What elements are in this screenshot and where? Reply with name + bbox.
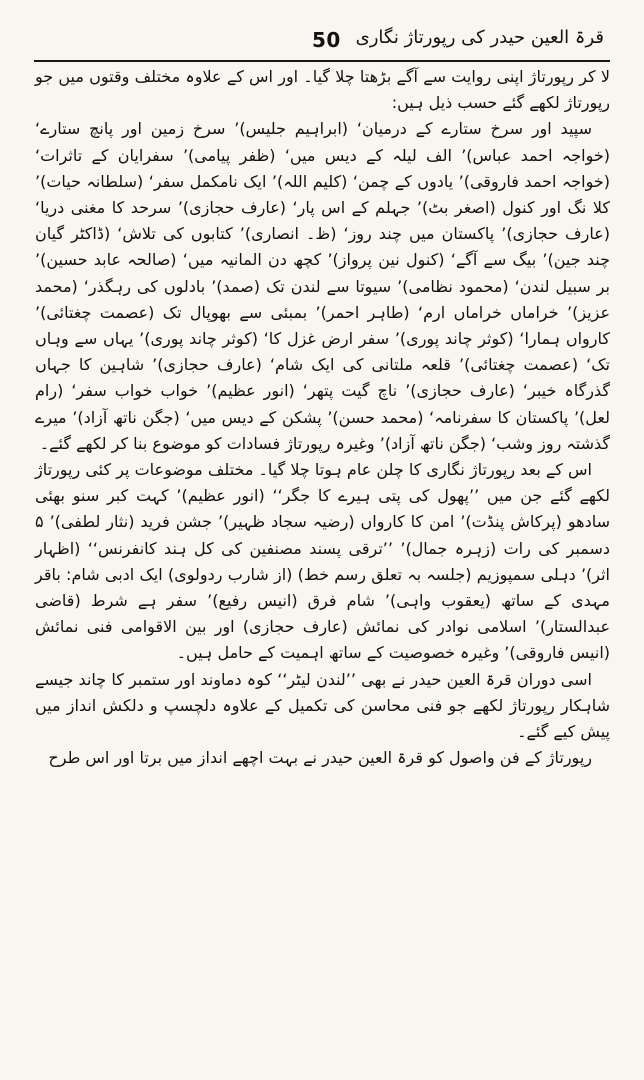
paragraph-reportage-list: سپید اور سرخ ستارے کے درمیان‘ (ابراہیم جلیس)’ سرخ زمین اور پانچ ستارے‘ (خواجہ احمد عباس)’ الف لیلہ کے دیس میں‘ (ظفر پیامی)’ سفرایان کے تاثرات‘ (خواجہ احمد فاروقی)’ یادوں کے چمن‘ (کلیم اللہ)’ ایک نامکمل سفر‘ (سلطانہ حیات)’ کلا نگ اور کنول (اصغر بٹ)’ جہلم کے اس پار‘ (عارف حجازی)’ سرحد کا مغنی دریا‘ (عارف حجازی)’ پاکستان میں چند روز‘ (ظ۔ انصاری)’ کتابوں کی تلاش‘ (ڈاکٹر گیان چند جین)’ بیگ سے آگے‘ (کنول نین پرواز)’ کچھ دن المانیہ میں‘ (صالحہ عابد حسین)’ بر سبیل لندن‘ (محمود نظامی)’ سیوتا سے لندن تک (صمد)’ بادلوں کی رہگذر‘ (محمد عزیز)’ خراماں خراماں ارم‘ (طاہر احمر)’ بمبئی سے بھوپال تک (عصمت چغتائی)’ کارواں ہمارا‘ (کوثر چاند پوری)’ سفر ارض غزل کا‘ (کوثر چاند پوری)’ یہاں سے وہاں تک‘ (عصمت چغتائی)’ قلعہ ملتانی کی ایک شام‘ (عارف حجازی)’ شاہین کا جہاں گذرگاہ خیبر‘ (عارف حجازی)’ ناچ گیت پتھر‘ (انور عظیم)’ خواب خواب سفر‘ (رام لعل)’ پاکستان کا سفرنامہ‘ (محمد حسن)’ پشکن کے دیس میں‘ (جگن ناتھ آزاد)’ میرے گذشتہ روز وشب‘ (جگن ناتھ آزاد)’ وغیرہ رپورتاژ فسادات کو موضوع بنا کر لکھے گئے۔ xyxy=(35,119,610,453)
page-number: 50 xyxy=(312,28,341,52)
page-body xyxy=(35,64,610,771)
paragraph-later-reportage: اس کے بعد رپورتاژ نگاری کا چلن عام ہوتا چلا گیا۔ مختلف موضوعات پر کئی رپورتاژ لکھے گئے جن میں ’’پھول کی پتی ہیرے کا جگر‘‘ (انور عظیم)’ کہت کبر سنو بھئی سادھو (پرکاش پنڈت)’ امن کا کارواں (رضیہ سجاد ظہیر)’ جشن فرید (نثار لطفی)’ ۵ دسمبر کی رات (زہرہ جمال)’ ’’ترقی پسند مصنفین کی کل ہند کانفرنس‘‘ (اظہار اثر)’ دہلی سمپوزیم (جلسہ بہ تعلق رسم خط) (از شارب ردولوی) ایک ادبی شام: باقر مہدی کے ساتھ (یعقوب واہی)’ شام فرق (انیس رفیع)’ سفر ہے شرط (قاضی عبدالستار)’ اسلامی نوادر کی نمائش (عارف حجازی) اور بین الاقوامی فنی نمائش (انیس فاروقی)’ وغیرہ خصوصیت کے ساتھ اہمیت کے حامل ہیں۔ xyxy=(35,460,610,663)
page-header xyxy=(34,18,610,60)
paragraph-intro: لا کر رپورتاژ اپنی روایت سے آگے بڑھتا چلا گیا۔ اور اس کے علاوہ مختلف وقتوں میں جو رپورتاژ لکھے گئے حسب ذیل ہیں: xyxy=(35,67,610,113)
paragraph-closing: رپورتاژ کے فن واصول کو قرۃ العین حیدر نے بہت اچھے انداز میں برتا اور اس طرح xyxy=(48,748,592,768)
paragraph-qurratulain-works: اسی دوران قرۃ العین حیدر نے بھی ’’لندن لیٹر‘‘ کوہ دماوند اور ستمبر کا چاند جیسے شاہکار رپورتاژ لکھے جو فنی محاسن کی تکمیل کے علاوہ دلچسپ و دلکش انداز میں پیش کیے گئے۔ xyxy=(35,669,610,742)
header-divider xyxy=(34,60,610,62)
running-title: قرۃ العین حیدر کی رپورتاژ نگاری xyxy=(355,27,604,48)
